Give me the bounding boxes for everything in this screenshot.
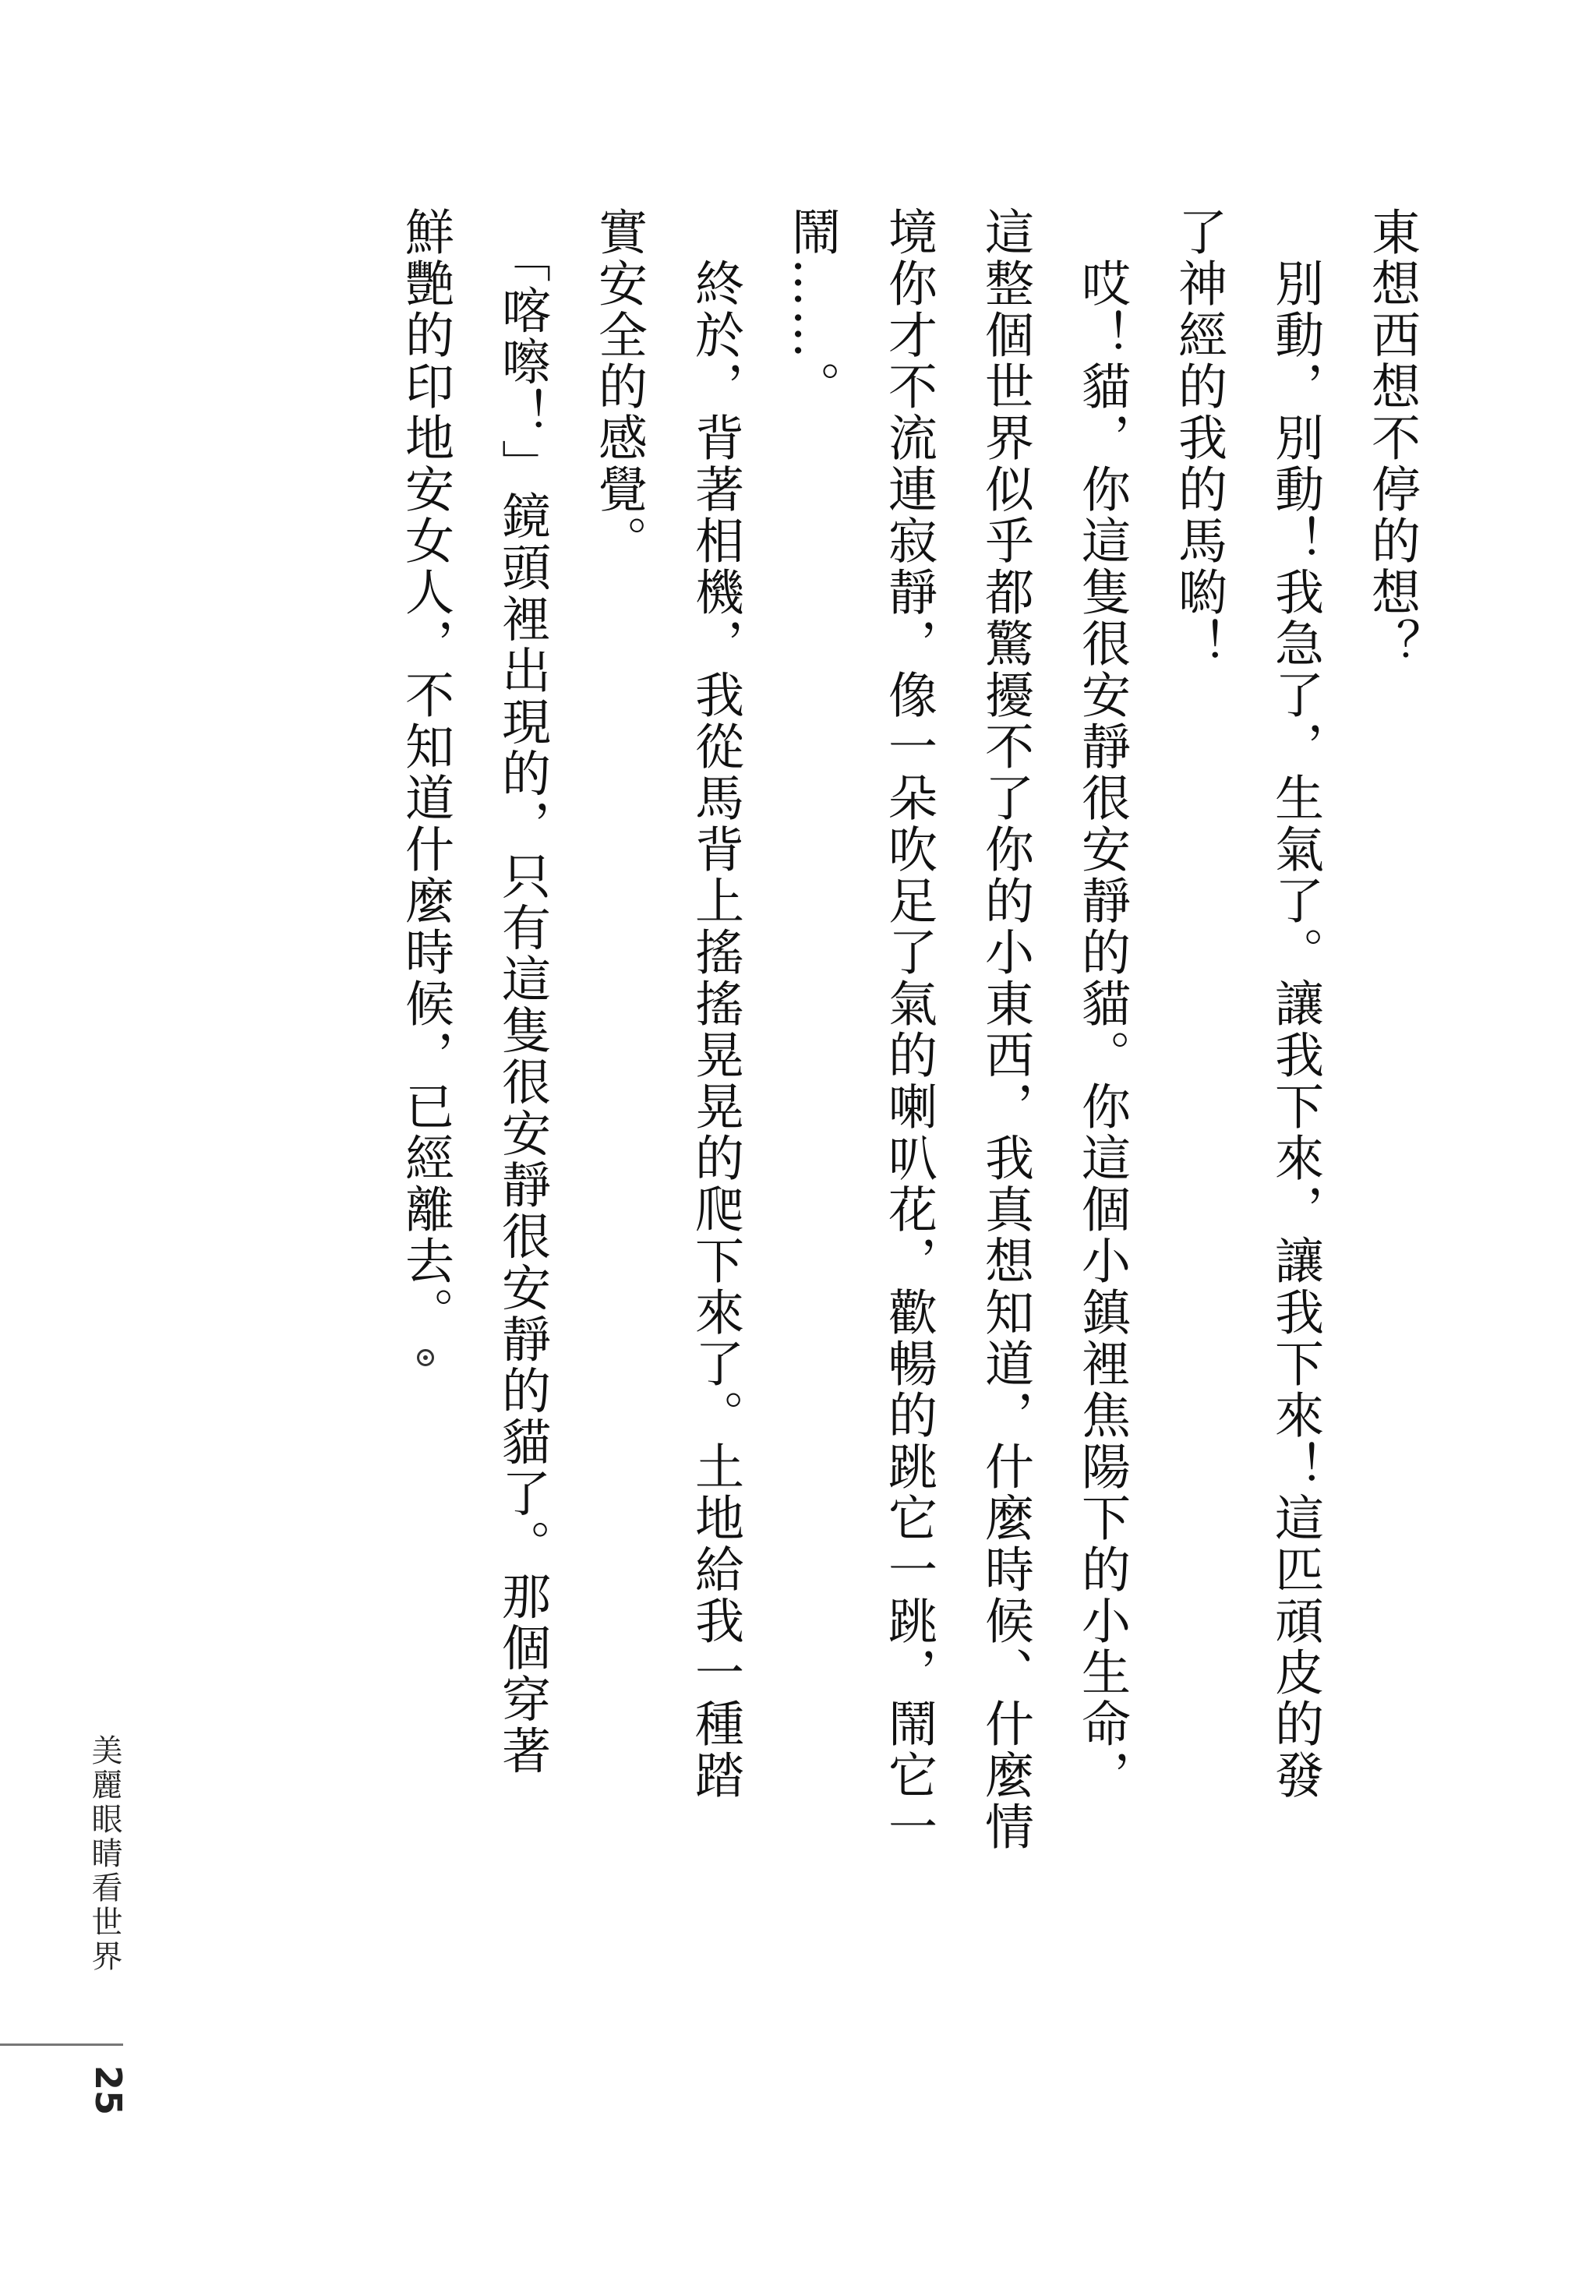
paragraph-line: 終於，背著相機，我從馬背上搖搖晃晃的爬下來了。土地給我一種踏 <box>687 207 744 1801</box>
paragraph-line: 哎！貓，你這隻很安靜很安靜的貓。你這個小鎮裡焦陽下的小生命， <box>1074 207 1131 1801</box>
paragraph-line: 實安全的感覺。 <box>591 207 648 567</box>
paragraph-line: 這整個世界似乎都驚擾不了你的小東西，我真想知道，什麼時候、什麼情 <box>977 207 1034 1853</box>
paragraph-line: 境你才不流連寂靜，像一朵吹足了氣的喇叭花，歡暢的跳它一跳，鬧它一 <box>881 207 937 1853</box>
paragraph-line: 「喀嚓！」鏡頭裡出現的，只有這隻很安靜很安靜的貓了。那個穿著 <box>494 207 551 1777</box>
end-ornament-icon <box>417 1349 434 1366</box>
paragraph-line: 別動，別動！我急了，生氣了。讓我下來，讓我下來！這匹頑皮的發 <box>1267 207 1324 1801</box>
paragraph-line: 東想西想不停的想？ <box>1364 207 1421 669</box>
paragraph-line: 鬧……。 <box>784 207 841 412</box>
last-line-text: 鮮艷的印地安女人，不知道什麼時候，已經離去。 <box>397 207 454 1338</box>
footer-rule <box>0 2043 123 2046</box>
paragraph-line <box>377 207 474 1835</box>
running-title: 美麗眼睛看世界 <box>87 1734 122 1974</box>
page-number: 25 <box>87 2065 129 2116</box>
paragraph-line: 了神經的我的馬喲！ <box>1171 207 1227 669</box>
body-text <box>377 207 1440 1853</box>
